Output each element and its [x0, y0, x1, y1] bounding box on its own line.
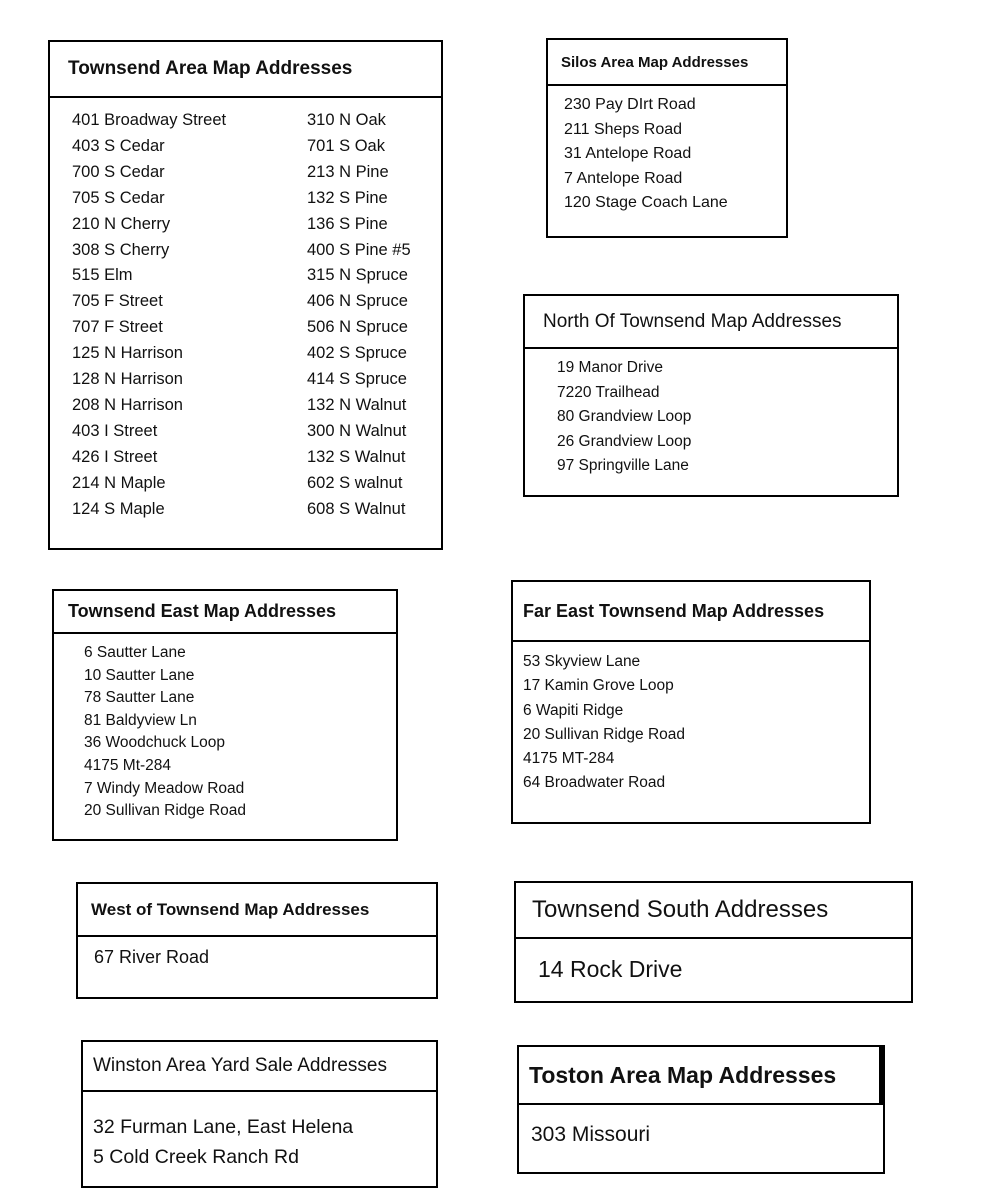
winston-area-box — [81, 1040, 438, 1188]
townsend-area-title: Townsend Area Map Addresses — [50, 42, 441, 98]
silos-address: 230 Pay DIrt Road — [564, 96, 696, 113]
silos-address: 31 Antelope Road — [564, 145, 692, 162]
far-east-address: 17 Kamin Grove Loop — [523, 677, 674, 695]
south-address: 14 Rock Drive — [538, 956, 683, 982]
townsend-address: 402 S Spruce — [307, 344, 407, 363]
west-of-townsend-title: West of Townsend Map Addresses — [78, 884, 436, 937]
far-east-townsend-list — [513, 642, 869, 796]
silos-area-title: Silos Area Map Addresses — [548, 40, 786, 86]
winston-address: 5 Cold Creek Ranch Rd — [93, 1146, 299, 1168]
townsend-south-list — [516, 939, 911, 984]
far-east-townsend-title: Far East Townsend Map Addresses — [513, 582, 869, 642]
townsend-east-box — [52, 589, 398, 841]
east-address: 78 Sautter Lane — [84, 689, 195, 707]
townsend-address: 426 I Street — [72, 447, 158, 466]
townsend-address: 213 N Pine — [307, 162, 389, 181]
townsend-address: 214 N Maple — [72, 473, 166, 492]
townsend-address: 700 S Cedar — [72, 162, 165, 181]
far-east-address: 64 Broadwater Road — [523, 774, 666, 792]
north-of-townsend-list — [525, 349, 897, 479]
townsend-south-box — [514, 881, 913, 1003]
toston-area-box — [517, 1045, 885, 1174]
townsend-area-box — [48, 40, 443, 550]
east-address: 10 Sautter Lane — [84, 666, 195, 684]
townsend-east-list — [54, 634, 396, 823]
silos-area-box — [546, 38, 788, 238]
townsend-area-columns — [50, 98, 441, 523]
west-of-townsend-box — [76, 882, 438, 999]
townsend-address: 308 S Cherry — [72, 240, 170, 259]
townsend-address: 300 N Walnut — [307, 421, 407, 440]
winston-area-list — [83, 1092, 436, 1172]
silos-address: 120 Stage Coach Lane — [564, 194, 728, 211]
toston-address: 303 Missouri — [531, 1123, 651, 1146]
north-address: 7220 Trailhead — [557, 383, 660, 401]
townsend-south-title: Townsend South Addresses — [516, 883, 911, 939]
townsend-address: 132 S Pine — [307, 188, 388, 207]
far-east-address: 6 Wapiti Ridge — [523, 701, 624, 719]
townsend-address: 701 S Oak — [307, 136, 385, 155]
west-of-townsend-list — [78, 937, 436, 971]
townsend-address: 401 Broadway Street — [72, 111, 227, 129]
townsend-address: 128 N Harrison — [72, 370, 183, 389]
townsend-address: 124 S Maple — [72, 499, 165, 518]
north-address: 80 Grandview Loop — [557, 408, 692, 425]
townsend-address: 406 N Spruce — [307, 292, 408, 311]
toston-area-list — [519, 1105, 883, 1150]
east-address: 6 Sautter Lane — [84, 644, 186, 661]
winston-area-title: Winston Area Yard Sale Addresses — [83, 1042, 436, 1092]
townsend-address: 310 N Oak — [307, 111, 386, 129]
townsend-address: 210 N Cherry — [72, 214, 171, 233]
townsend-address: 705 S Cedar — [72, 188, 165, 207]
east-address: 4175 Mt-284 — [84, 756, 172, 774]
townsend-address: 132 N Walnut — [307, 395, 407, 414]
townsend-area-right-column — [307, 108, 411, 523]
townsend-address: 515 Elm — [72, 266, 133, 285]
east-address: 7 Windy Meadow Road — [84, 779, 245, 797]
townsend-address: 707 F Street — [72, 318, 163, 337]
townsend-address: 506 N Spruce — [307, 318, 408, 337]
silos-address: 7 Antelope Road — [564, 169, 683, 187]
silos-address: 211 Sheps Road — [564, 120, 683, 138]
townsend-address: 136 S Pine — [307, 214, 388, 233]
townsend-area-left-column — [72, 108, 307, 523]
winston-address: 32 Furman Lane, East Helena — [93, 1116, 354, 1138]
toston-area-title: Toston Area Map Addresses — [519, 1047, 883, 1105]
north-address: 19 Manor Drive — [557, 359, 663, 376]
north-of-townsend-title: North Of Townsend Map Addresses — [525, 296, 897, 349]
west-address: 67 River Road — [94, 947, 210, 967]
far-east-address: 20 Sullivan Ridge Road — [523, 725, 685, 743]
east-address: 81 Baldyview Ln — [84, 711, 197, 729]
north-address: 26 Grandview Loop — [557, 432, 692, 450]
north-address: 97 Springville Lane — [557, 457, 689, 474]
townsend-address: 208 N Harrison — [72, 395, 183, 414]
far-east-townsend-box — [511, 580, 871, 824]
north-of-townsend-box — [523, 294, 899, 497]
far-east-address: 4175 MT-284 — [523, 750, 615, 768]
townsend-address: 414 S Spruce — [307, 370, 407, 389]
townsend-address: 315 N Spruce — [307, 266, 408, 285]
townsend-address: 132 S Walnut — [307, 447, 406, 466]
east-address: 20 Sullivan Ridge Road — [84, 802, 246, 820]
east-address: 36 Woodchuck Loop — [84, 734, 226, 752]
silos-area-list — [548, 86, 786, 216]
townsend-address: 400 S Pine #5 — [307, 240, 411, 259]
townsend-address: 125 N Harrison — [72, 344, 183, 363]
townsend-east-title: Townsend East Map Addresses — [54, 591, 396, 634]
townsend-address: 602 S walnut — [307, 473, 403, 492]
far-east-address: 53 Skyview Lane — [523, 653, 641, 670]
townsend-address: 403 S Cedar — [72, 136, 165, 155]
townsend-address: 705 F Street — [72, 292, 163, 311]
townsend-address: 403 I Street — [72, 421, 158, 440]
townsend-address: 608 S Walnut — [307, 499, 406, 518]
